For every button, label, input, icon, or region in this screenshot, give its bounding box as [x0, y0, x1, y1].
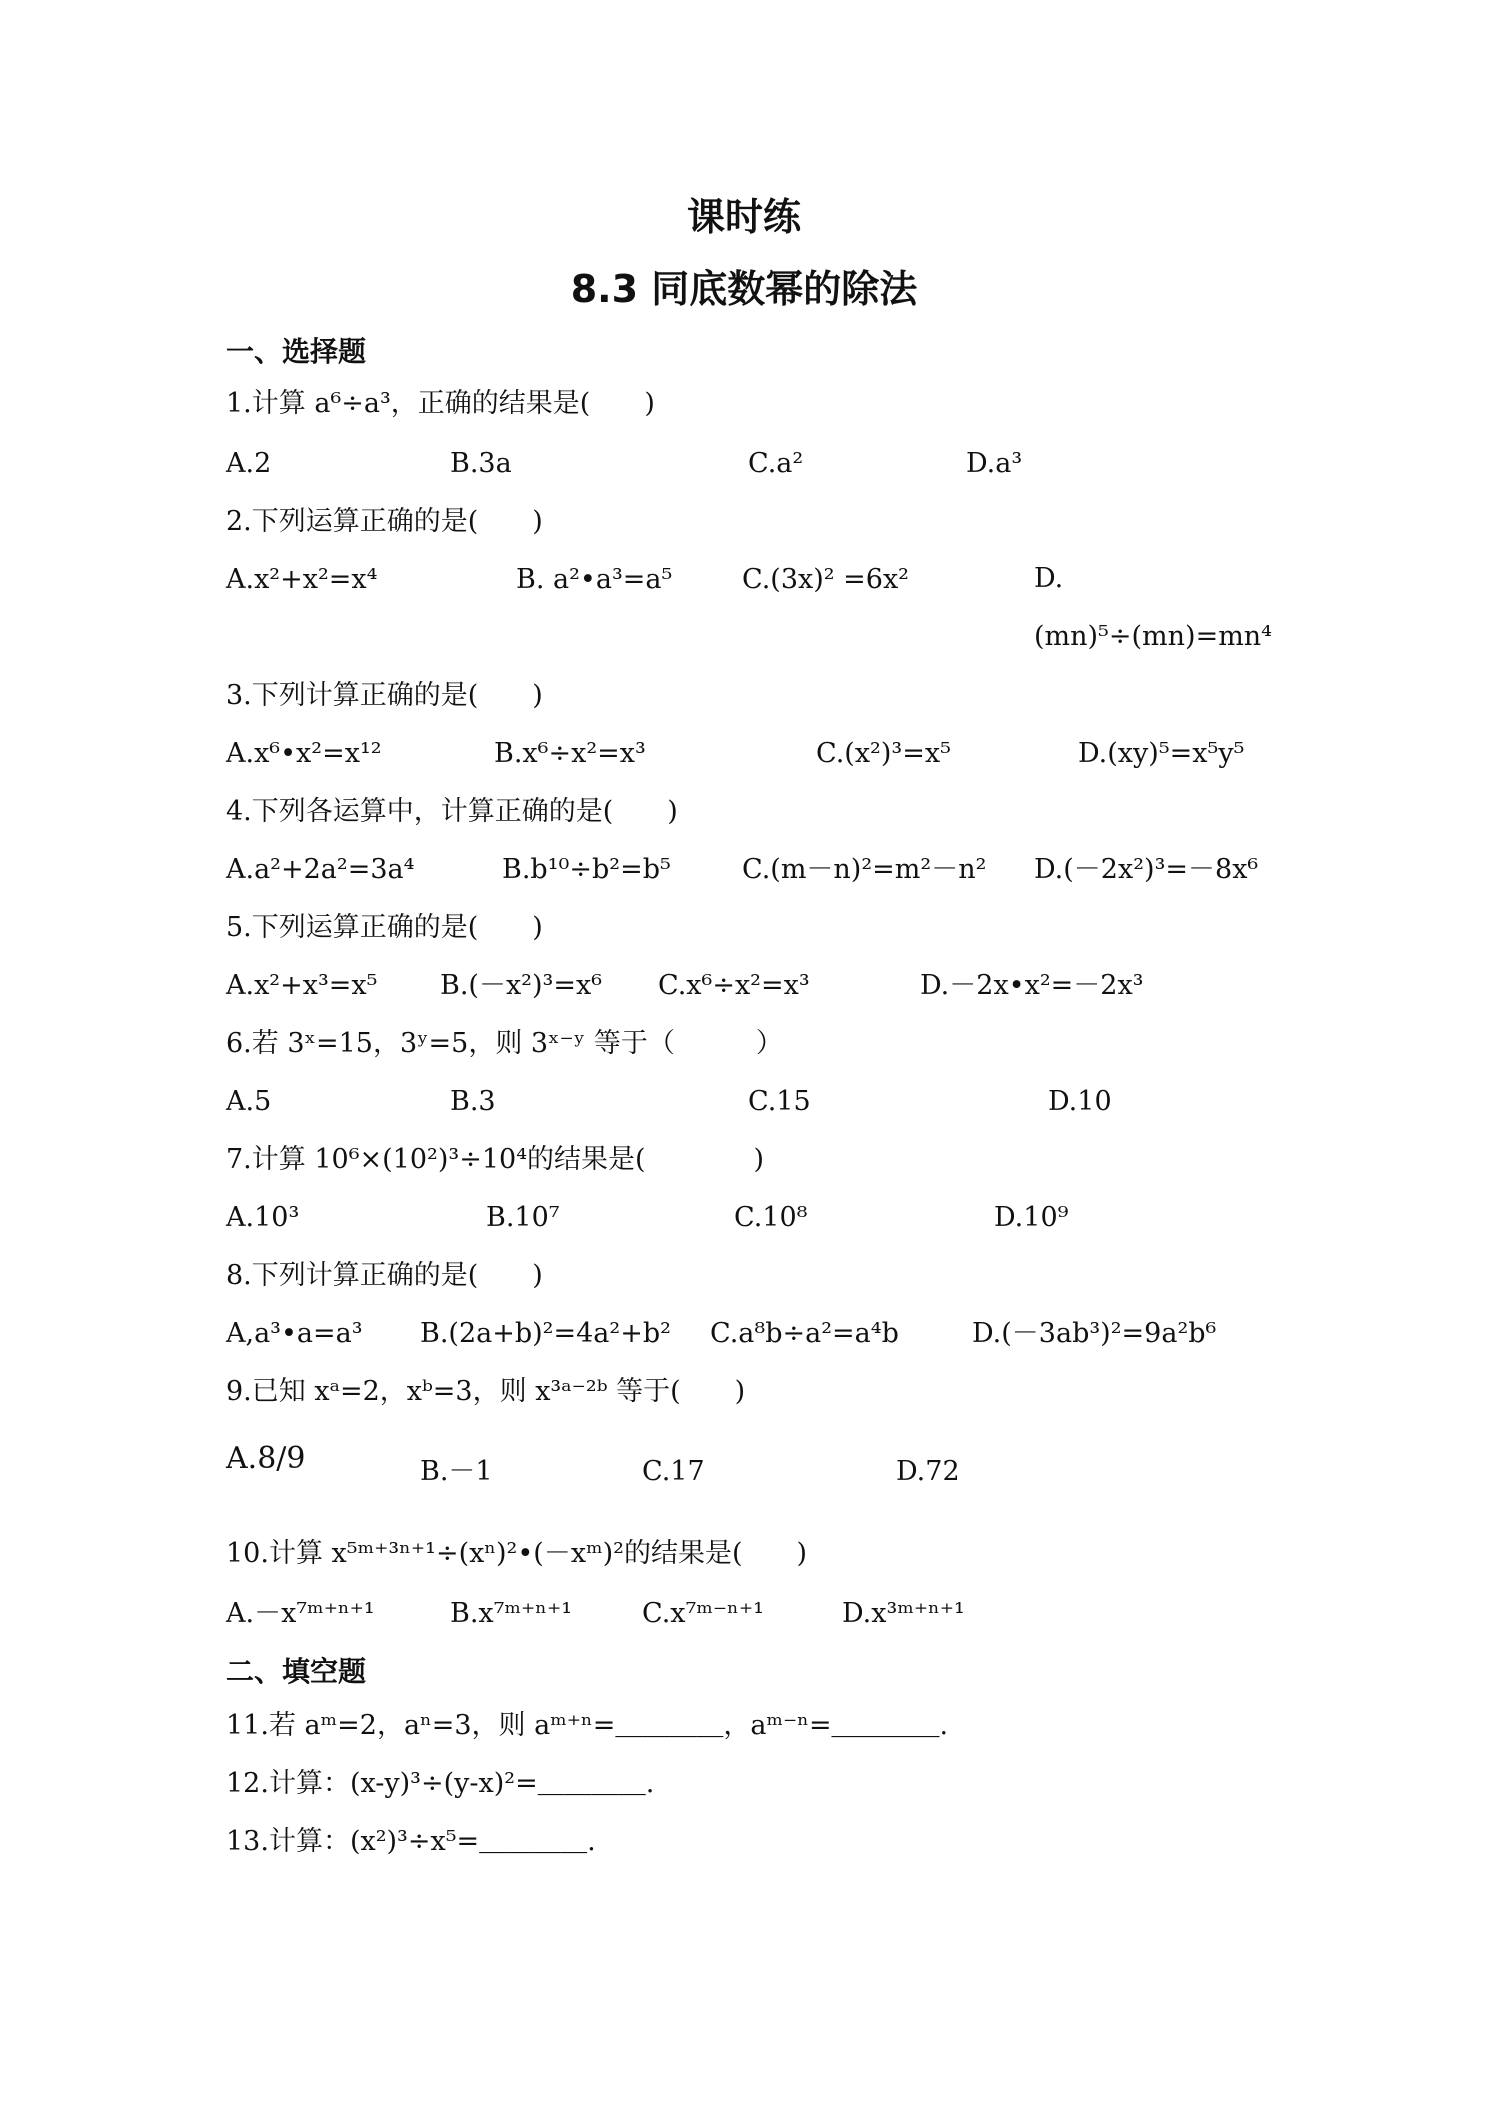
- q7-option-d: D.10⁹: [994, 1202, 1069, 1233]
- q10-option-b: B.x⁷ᵐ⁺ⁿ⁺¹: [450, 1598, 573, 1629]
- question-4: 4.下列各运算中，计算正确的是( ): [226, 796, 678, 827]
- section-heading-fill: 二、填空题: [226, 1655, 367, 1688]
- q2-option-b: B. a²•a³=a⁵: [516, 564, 673, 595]
- q7-option-a: A.10³: [226, 1202, 300, 1233]
- q7-option-b: B.10⁷: [486, 1202, 560, 1233]
- q2-option-d: D.(mn)⁵÷(mn)=mn⁴: [1034, 563, 1273, 652]
- q10-option-c: C.x⁷ᵐ⁻ⁿ⁺¹: [642, 1598, 764, 1629]
- q4-option-b: B.b¹⁰÷b²=b⁵: [502, 854, 671, 885]
- question-5: 5.下列运算正确的是( ): [226, 912, 543, 943]
- q10-option-a: A.－x⁷ᵐ⁺ⁿ⁺¹: [226, 1598, 375, 1629]
- q8-option-d: D.(－3ab³)²=9a²b⁶: [972, 1318, 1217, 1349]
- question-13: 13.计算：(x²)³÷x⁵=＿＿＿＿.: [226, 1826, 596, 1857]
- q6-option-a: A.5: [226, 1086, 272, 1117]
- q5-option-b: B.(－x²)³=x⁶: [440, 970, 603, 1001]
- q4-option-c: C.(m－n)²=m²－n²: [742, 854, 987, 885]
- question-3: 3.下列计算正确的是( ): [226, 680, 543, 711]
- q2-option-a: A.x²+x²=x⁴: [226, 564, 378, 595]
- question-12: 12.计算：(x-y)³÷(y-x)²=＿＿＿＿.: [226, 1768, 655, 1799]
- section-heading-choice: 一、选择题: [226, 335, 367, 368]
- question-9: 9.已知 xᵃ=2，xᵇ=3，则 x³ᵃ⁻²ᵇ 等于( ): [226, 1376, 746, 1407]
- question-6: 6.若 3ˣ=15，3ʸ=5，则 3ˣ⁻ʸ 等于（ ）: [226, 1028, 783, 1059]
- q7-option-c: C.10⁸: [734, 1202, 808, 1233]
- question-8: 8.下列计算正确的是( ): [226, 1260, 543, 1291]
- q5-option-c: C.x⁶÷x²=x³: [658, 970, 810, 1001]
- q9-option-a: A.8/9: [226, 1441, 306, 1476]
- q6-option-c: C.15: [748, 1086, 811, 1117]
- q3-option-d: D.(xy)⁵=x⁵y⁵: [1078, 738, 1245, 769]
- question-1: 1.计算 a⁶÷a³，正确的结果是( ): [226, 388, 655, 419]
- q9-option-c: C.17: [642, 1456, 705, 1487]
- q1-option-d: D.a³: [966, 448, 1023, 479]
- q9-option-b: B.－1: [420, 1456, 493, 1487]
- q8-option-c: C.a⁸b÷a²=a⁴b: [710, 1318, 899, 1349]
- page-title: 课时练: [686, 195, 801, 239]
- question-7: 7.计算 10⁶×(10²)³÷10⁴的结果是( ): [226, 1144, 765, 1175]
- q1-option-a: A.2: [226, 448, 272, 479]
- question-11: 11.若 aᵐ=2，aⁿ=3，则 aᵐ⁺ⁿ=＿＿＿＿，aᵐ⁻ⁿ=＿＿＿＿.: [226, 1710, 949, 1741]
- q3-option-c: C.(x²)³=x⁵: [816, 738, 951, 769]
- q1-option-c: C.a²: [748, 448, 804, 479]
- q4-option-d: D.(－2x²)³=－8x⁶: [1034, 854, 1259, 885]
- q2-option-c: C.(3x)² =6x²: [742, 564, 910, 595]
- q3-option-b: B.x⁶÷x²=x³: [494, 738, 646, 769]
- q4-option-a: A.a²+2a²=3a⁴: [226, 854, 415, 885]
- lesson-title: 8.3 同底数幂的除法: [570, 267, 918, 311]
- q8-option-a: A,a³•a=a³: [226, 1318, 363, 1349]
- question-2: 2.下列运算正确的是( ): [226, 506, 543, 537]
- q9-option-d: D.72: [896, 1456, 960, 1487]
- q10-option-d: D.x³ᵐ⁺ⁿ⁺¹: [842, 1598, 965, 1629]
- q1-option-b: B.3a: [450, 448, 512, 479]
- q5-option-a: A.x²+x³=x⁵: [226, 970, 378, 1001]
- q8-option-b: B.(2a+b)²=4a²+b²: [420, 1318, 671, 1349]
- q6-option-d: D.10: [1048, 1086, 1112, 1117]
- question-10: 10.计算 x⁵ᵐ⁺³ⁿ⁺¹÷(xⁿ)²•(－xᵐ)²的结果是( ): [226, 1538, 808, 1569]
- q3-option-a: A.x⁶•x²=x¹²: [226, 738, 382, 769]
- q5-option-d: D.－2x•x²=－2x³: [920, 970, 1144, 1001]
- q6-option-b: B.3: [450, 1086, 496, 1117]
